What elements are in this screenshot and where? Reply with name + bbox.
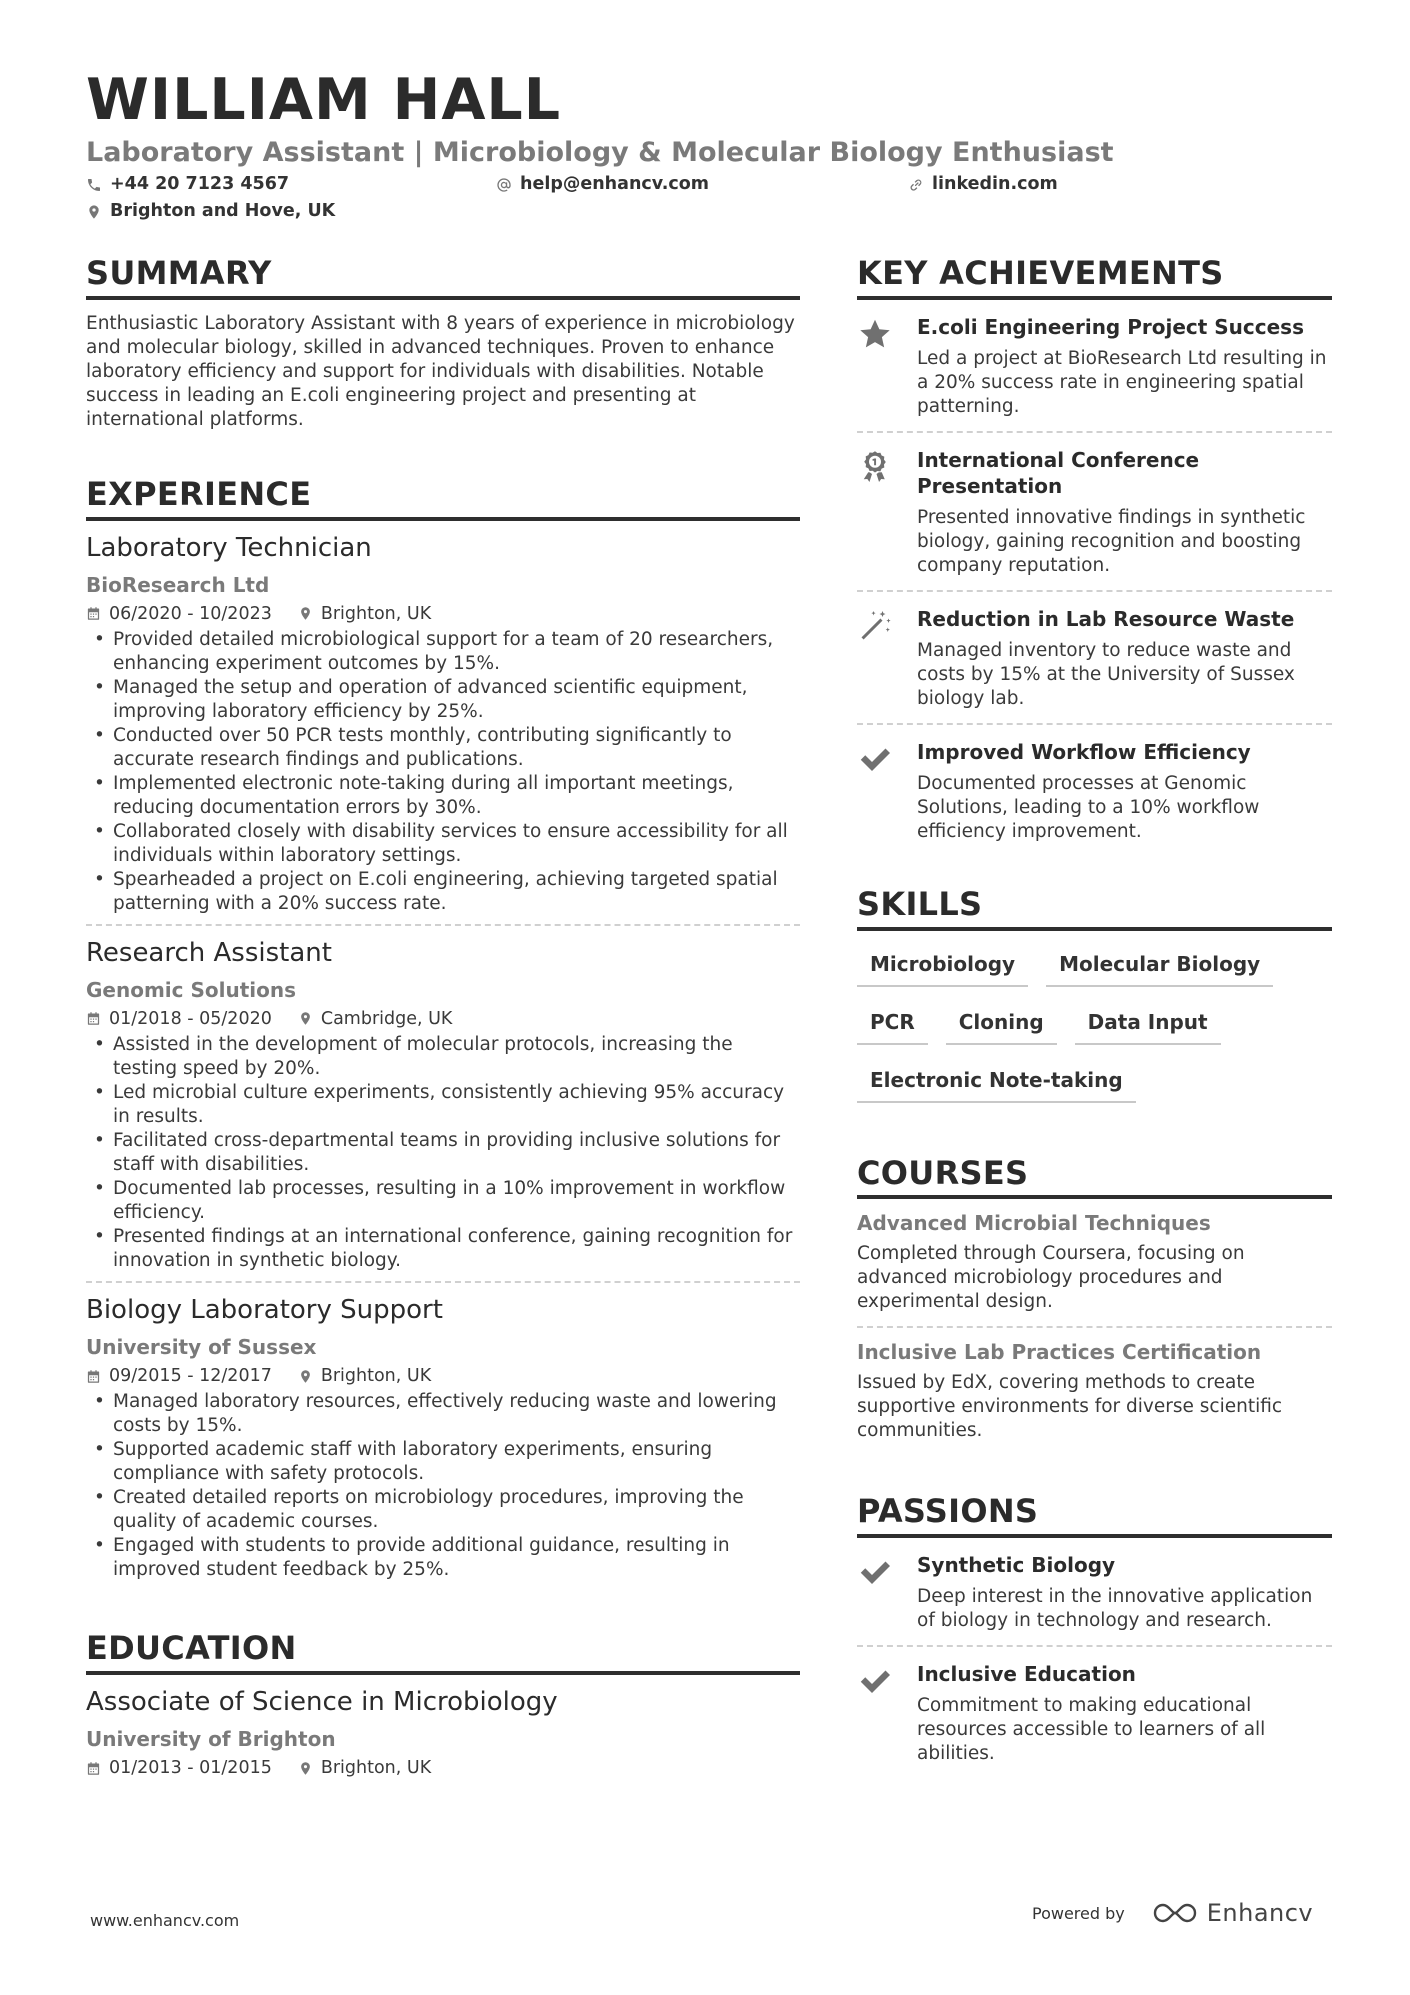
location-pin-icon xyxy=(298,1761,313,1776)
job-company: Genomic Solutions xyxy=(86,977,297,1002)
contact-linkedin[interactable] xyxy=(908,176,1058,194)
job-dates: 06/2020 - 10/2023 xyxy=(109,603,272,624)
achievement-desc: Led a project at BioResearch Ltd resulting in a 20% success rate in engineering spatial patterning. xyxy=(917,347,1327,417)
job-bullets xyxy=(86,1033,800,1273)
education-meta xyxy=(86,1758,800,1778)
experience-section xyxy=(86,476,800,1590)
location-pin-icon xyxy=(298,1011,313,1026)
passion-item xyxy=(857,1538,1332,1647)
job-bullet: • Managed laboratory resources, effectively reducing waste and lowering costs by 15%. xyxy=(86,1390,800,1438)
course-title: Inclusive Lab Practices Certification xyxy=(857,1340,1262,1365)
check-icon xyxy=(857,1554,893,1590)
skill-tag: Microbiology xyxy=(857,945,1028,987)
job-meta xyxy=(86,1009,800,1029)
passion-title: Synthetic Biology xyxy=(917,1553,1116,1578)
job-bullet: • Assisted in the development of molecular protocols, increasing the testing speed by 20%. xyxy=(86,1033,800,1081)
school-name: University of Brighton xyxy=(86,1727,336,1752)
passion-desc: Deep interest in the innovative application of biology in technology and research. xyxy=(917,1586,1313,1632)
course-item xyxy=(857,1328,1332,1455)
passions-heading: PASSIONS xyxy=(857,1493,1332,1538)
right-column xyxy=(857,255,1332,1822)
education-dates: 01/2013 - 01/2015 xyxy=(109,1758,272,1779)
job-bullets xyxy=(86,1390,800,1582)
degree-title: Associate of Science in Microbiology xyxy=(86,1686,558,1717)
job-title: Biology Laboratory Support xyxy=(86,1294,443,1325)
achievement-title: Improved Workflow Efficiency xyxy=(917,739,1251,764)
star-icon xyxy=(857,316,893,352)
left-column xyxy=(86,255,800,1830)
achievement-item xyxy=(857,592,1332,725)
job-dates: 09/2015 - 12/2017 xyxy=(109,1366,272,1387)
achievement-title: Reduction in Lab Resource Waste xyxy=(917,606,1295,631)
footer-branding xyxy=(1032,1899,1313,1927)
check-icon xyxy=(857,741,893,777)
job-location: Cambridge, UK xyxy=(320,1008,453,1029)
calendar-icon xyxy=(86,606,101,621)
job-bullet: • Supported academic staff with laboratory experiments, ensuring compliance with safety protocols. xyxy=(86,1438,800,1486)
enhancv-logo-icon xyxy=(1151,1900,1199,1926)
course-desc: Completed through Coursera, focusing on advanced microbiology procedures and experimental design. xyxy=(857,1243,1245,1313)
location-pin-icon xyxy=(86,204,102,220)
job-entry xyxy=(86,926,800,1283)
job-bullet: • Facilitated cross-departmental teams in providing inclusive solutions for staff with disabilities. xyxy=(86,1129,800,1177)
job-dates: 01/2018 - 05/2020 xyxy=(109,1008,272,1029)
candidate-headline: Laboratory Assistant | Microbiology & Molecular Biology Enthusiast xyxy=(86,137,1114,168)
brand-name: Enhancv xyxy=(1206,1899,1314,1927)
magic-wand-icon xyxy=(857,608,893,644)
summary-section xyxy=(86,255,800,432)
location-text: Brighton and Hove, UK xyxy=(110,201,336,221)
phone-icon xyxy=(86,177,102,193)
skill-tag: Electronic Note-taking xyxy=(857,1061,1136,1103)
linkedin-text: linkedin.com xyxy=(932,174,1058,194)
job-bullet: • Documented lab processes, resulting in a 10% improvement in workflow efficiency. xyxy=(86,1177,800,1225)
link-icon xyxy=(908,177,924,193)
enhancv-logo[interactable] xyxy=(1151,1899,1313,1927)
skill-tag: Cloning xyxy=(946,1003,1057,1045)
education-location: Brighton, UK xyxy=(320,1758,432,1779)
job-bullet: • Engaged with students to provide additional guidance, resulting in improved student feedback by 25%. xyxy=(86,1534,800,1582)
achievement-item xyxy=(857,300,1332,433)
calendar-icon xyxy=(86,1011,101,1026)
job-location: Brighton, UK xyxy=(320,1366,432,1387)
job-bullet: • Provided detailed microbiological support for a team of 20 researchers, enhancing experiment outcomes by 15%. xyxy=(86,628,800,676)
job-title: Research Assistant xyxy=(86,937,332,968)
job-bullet: • Collaborated closely with disability services to ensure accessibility for all individuals within laboratory settings. xyxy=(86,820,800,868)
phone-text: +44 20 7123 4567 xyxy=(110,174,290,194)
contact-email[interactable] xyxy=(496,176,709,194)
job-bullet: • Managed the setup and operation of advanced scientific equipment, improving laboratory efficiency by 25%. xyxy=(86,676,800,724)
skills-section xyxy=(857,886,1332,1119)
summary-heading: SUMMARY xyxy=(86,255,800,300)
location-pin-icon xyxy=(298,606,313,621)
summary-text: Enthusiastic Laboratory Assistant with 8 years of experience in microbiology and molecular biology, skilled in advanced techniques. Proven to enhance laboratory efficiency and support for individuals with disabilities. Notable success in leading an E.coli engineering project and presenting at international platforms. xyxy=(86,312,795,430)
passions-section xyxy=(857,1493,1332,1778)
job-bullets xyxy=(86,628,800,916)
check-icon xyxy=(857,1663,893,1699)
skill-tag: Molecular Biology xyxy=(1046,945,1273,987)
award-ribbon-icon xyxy=(857,449,893,485)
achievement-item xyxy=(857,433,1332,592)
job-bullet: • Implemented electronic note-taking during all important meetings, reducing documentation errors by 30%. xyxy=(86,772,800,820)
calendar-icon xyxy=(86,1761,101,1776)
skills-heading: SKILLS xyxy=(857,886,1332,931)
achievement-item xyxy=(857,725,1332,856)
job-entry xyxy=(86,521,800,926)
candidate-name: WILLIAM HALL xyxy=(86,67,562,133)
achievements-section xyxy=(857,255,1332,856)
courses-section xyxy=(857,1155,1332,1456)
skills-list xyxy=(857,931,1332,1119)
achievement-desc: Documented processes at Genomic Solutions, leading to a 10% workflow efficiency improvement. xyxy=(917,772,1260,842)
passion-title: Inclusive Education xyxy=(917,1662,1136,1687)
passion-item xyxy=(857,1647,1332,1778)
course-desc: Issued by EdX, covering methods to create supportive environments for diverse scientific communities. xyxy=(857,1372,1283,1442)
job-bullet: • Led microbial culture experiments, consistently achieving 95% accuracy in results. xyxy=(86,1081,800,1129)
course-title: Advanced Microbial Techniques xyxy=(857,1211,1211,1236)
achievement-title: E.coli Engineering Project Success xyxy=(917,314,1304,339)
footer-website-link[interactable]: www.enhancv.com xyxy=(90,1911,240,1930)
achievement-desc: Managed inventory to reduce waste and costs by 15% at the University of Sussex biology lab. xyxy=(917,639,1295,709)
job-bullet: • Created detailed reports on microbiology procedures, improving the quality of academic courses. xyxy=(86,1486,800,1534)
job-bullet: • Conducted over 50 PCR tests monthly, contributing significantly to accurate research findings and publications. xyxy=(86,724,800,772)
passion-desc: Commitment to making educational resources accessible to learners of all abilities. xyxy=(917,1695,1266,1765)
job-meta xyxy=(86,604,800,624)
skill-tag: PCR xyxy=(857,1003,928,1045)
job-bullet: • Spearheaded a project on E.coli engineering, achieving targeted spatial patterning with a 20% success rate. xyxy=(86,868,800,916)
contact-location xyxy=(86,203,335,221)
job-company: University of Sussex xyxy=(86,1335,317,1360)
job-meta xyxy=(86,1366,800,1386)
experience-heading: EXPERIENCE xyxy=(86,476,800,521)
location-pin-icon xyxy=(298,1369,313,1384)
education-heading: EDUCATION xyxy=(86,1630,800,1675)
achievement-title: International Conference Presentation xyxy=(917,447,1200,498)
education-section xyxy=(86,1630,800,1786)
education-entry xyxy=(86,1675,800,1786)
job-location: Brighton, UK xyxy=(320,603,432,624)
achievements-heading: KEY ACHIEVEMENTS xyxy=(857,255,1332,300)
at-icon xyxy=(496,177,512,193)
course-item xyxy=(857,1199,1332,1328)
email-text: help@enhancv.com xyxy=(520,174,710,194)
courses-heading: COURSES xyxy=(857,1155,1332,1200)
job-bullet: • Presented findings at an international conference, gaining recognition for innovation in synthetic biology. xyxy=(86,1225,800,1273)
contact-phone[interactable] xyxy=(86,176,289,194)
job-entry xyxy=(86,1283,800,1590)
calendar-icon xyxy=(86,1369,101,1384)
achievement-desc: Presented innovative findings in synthetic biology, gaining recognition and boosting company reputation. xyxy=(917,506,1306,576)
powered-by-text: Powered by xyxy=(1032,1903,1125,1923)
job-title: Laboratory Technician xyxy=(86,532,372,563)
skill-tag: Data Input xyxy=(1075,1003,1221,1045)
job-company: BioResearch Ltd xyxy=(86,572,270,597)
